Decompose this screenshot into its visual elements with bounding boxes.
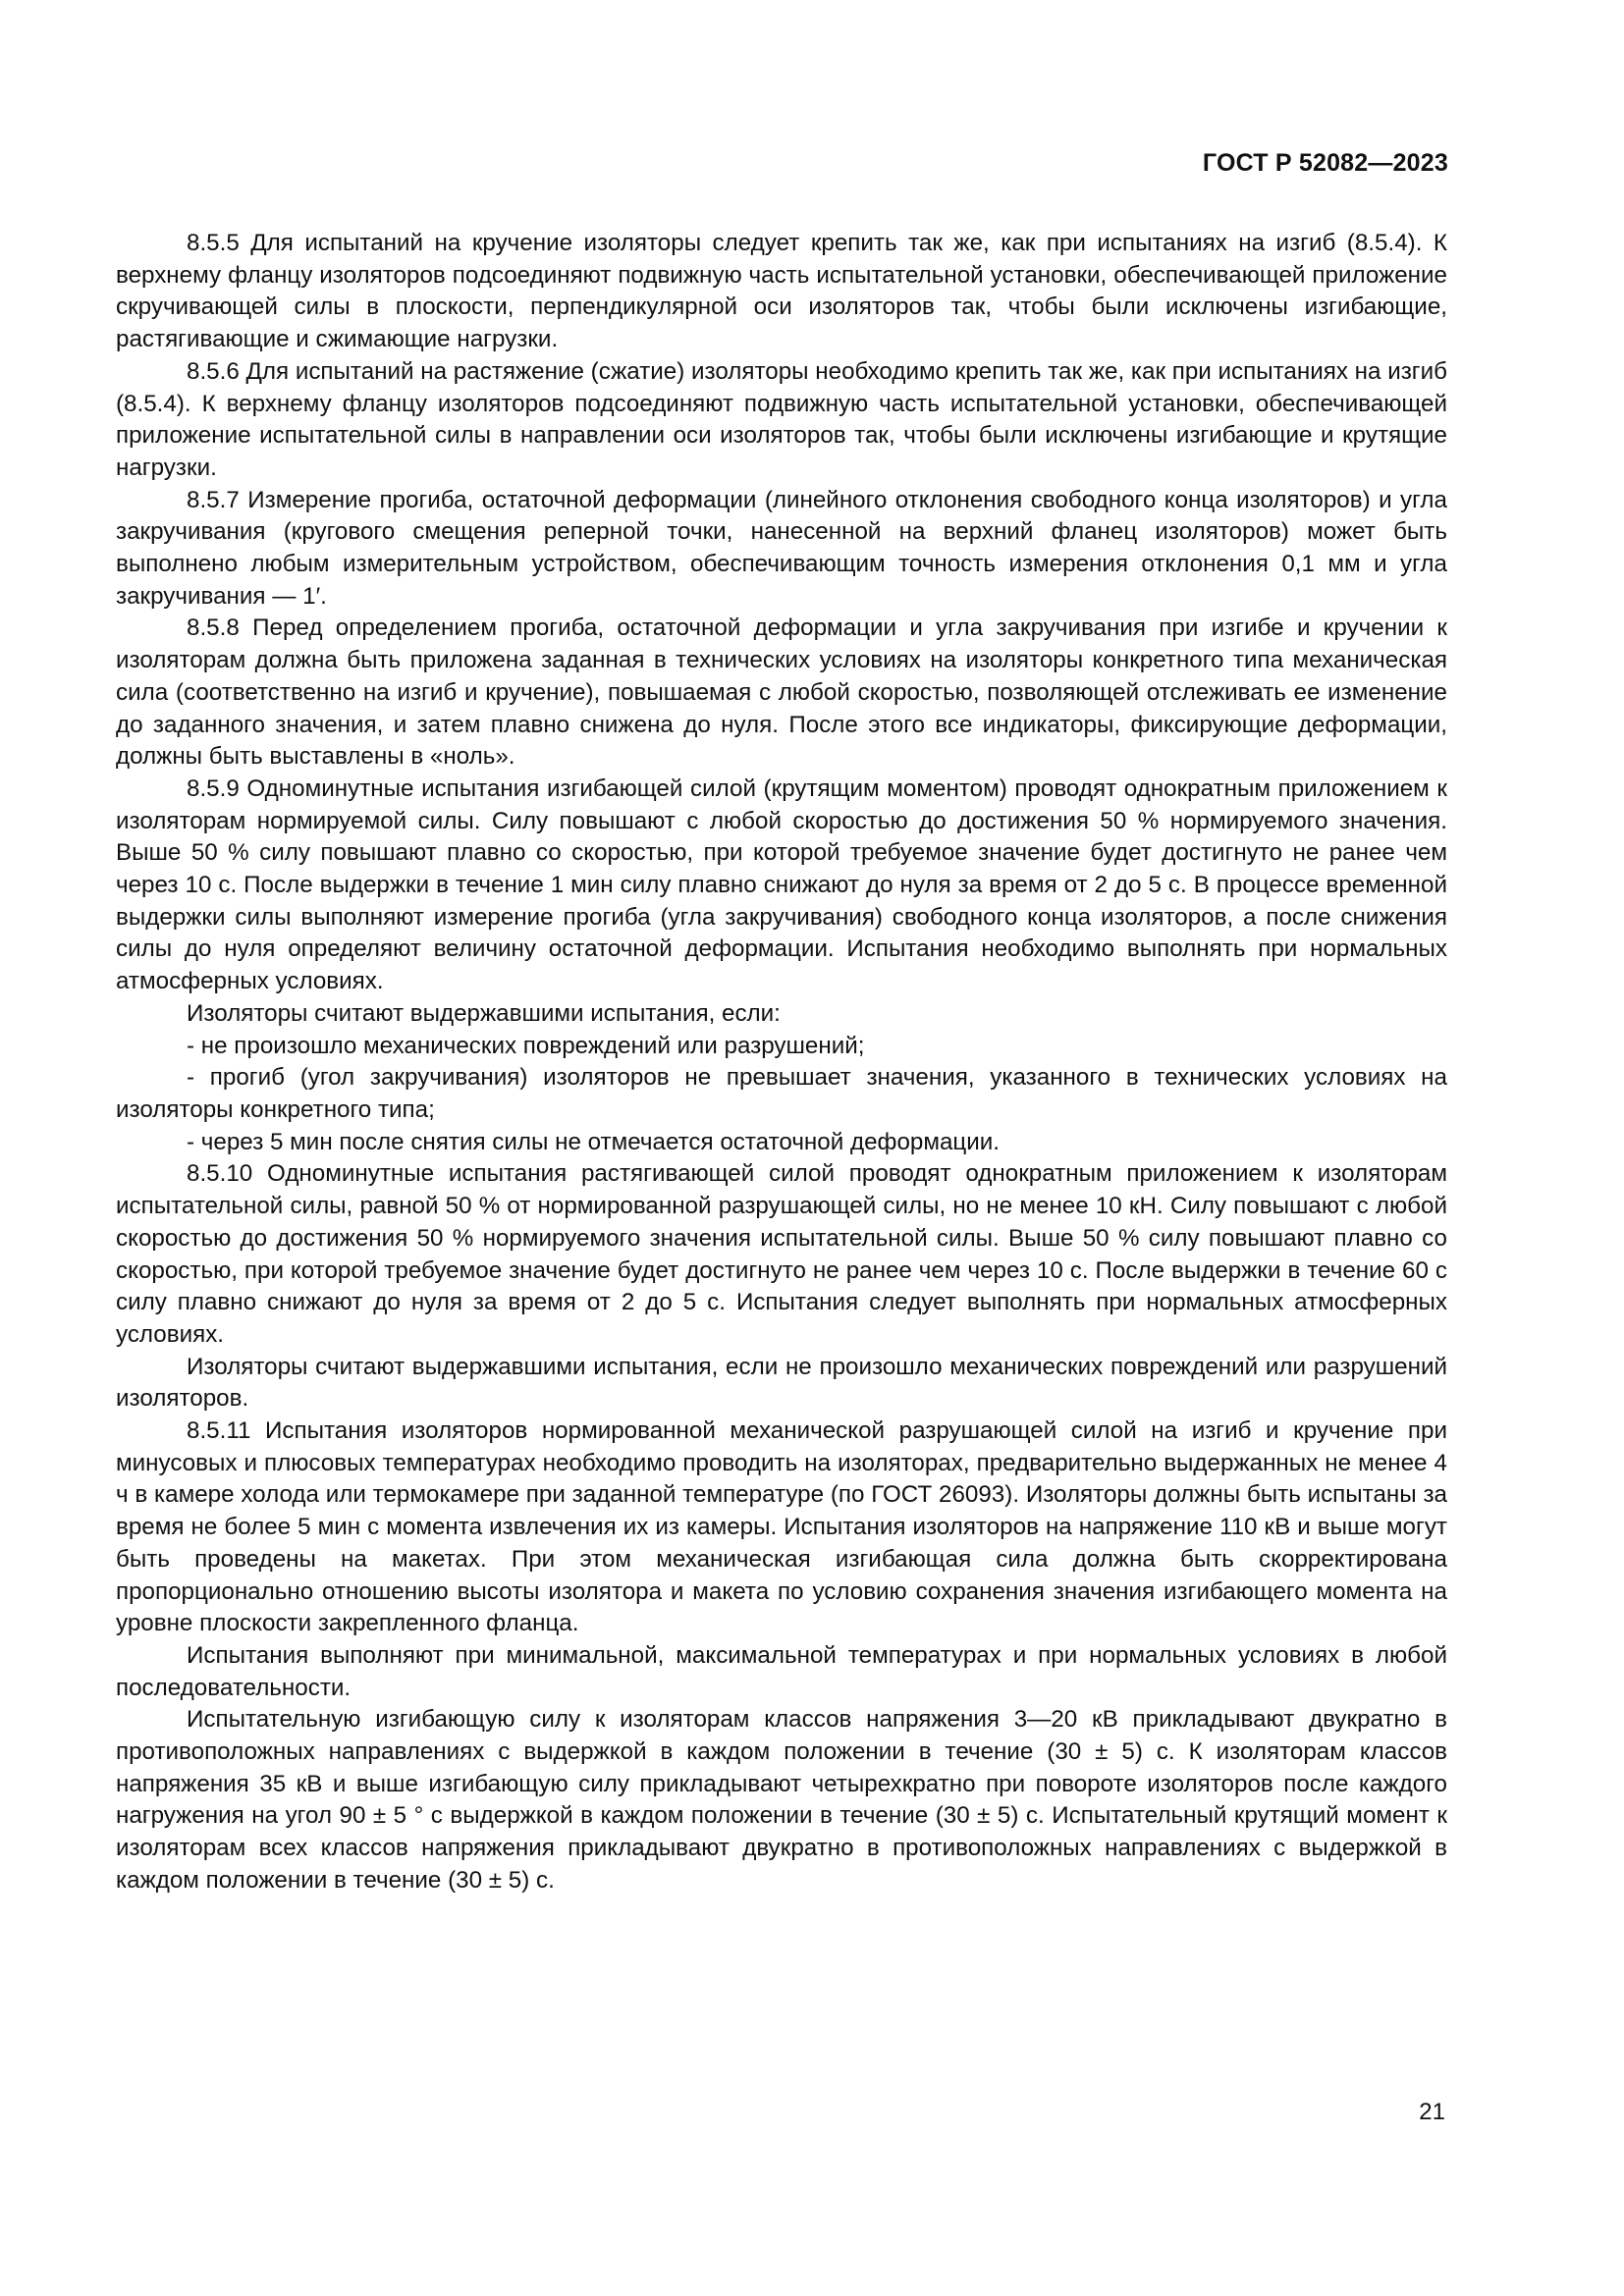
paragraph-criteria-tension: Изоляторы считают выдержавшими испытания, если не произошло механических повреждений или разрушений изоляторов. [116,1353,1447,1413]
paragraph-8-5-8: 8.5.8 Перед определением прогиба, остаточной деформации и угла закручивания при изгибе и кручении к изоляторам должна быть приложена заданная в технических условиях на изоляторы конкретного типа механическая сила (соответственно на изгиб и кручение), повышаемая с любой скоростью, позволяющей отслеживать ее изменение до заданного значения, и затем плавно снижена до нуля. После этого все индикаторы, фиксирующие деформации, должны быть выставлены в «ноль». [116,614,1447,771]
paragraph-8-5-7: 8.5.7 Измерение прогиба, остаточной деформации (линейного отклонения свободного конца изоляторов) и угла закручивания (кругового смещения реперной точки, нанесенной на верхний фланец изоляторов) может быть выполнено любым измерительным устройством, обеспечивающим точность измерения отклонения 0,1 мм и угла закручивания — 1′. [116,486,1447,610]
paragraph-8-5-11: 8.5.11 Испытания изоляторов нормированной механической разрушающей силой на изгиб и кручение при минусовых и плюсовых температурах необходимо проводить на изоляторах, предварительно выдержанных не менее 4 ч в камере холода или термокамере при заданной температуре (по ГОСТ 26093). Изоляторы должны быть испытаны за время не более 5 мин с момента извлечения их из камеры. Испытания изоляторов на напряжение 110 кВ и выше могут быть проведены на макетах. При этом механическая изгибающая сила должна быть скорректирована пропорционально отношению высоты изолятора и макета по условию сохранения значения изгибающего момента на уровне плоскости закрепленного фланца. [116,1417,1447,1637]
page-number: 21 [1419,2099,1445,2125]
paragraph-8-5-5: 8.5.5 Для испытаний на кручение изоляторы следует крепить так же, как при испытаниях на изгиб (8.5.4). К верхнему фланцу изоляторов подсоединяют подвижную часть испытательной установки, обеспечивающей приложение скручивающей силы в плоскости, перпендикулярной оси изоляторов так, чтобы были исключены изгибающие, растягивающие и сжимающие нагрузки. [116,230,1447,353]
standard-header: ГОСТ Р 52082—2023 [1202,149,1448,177]
paragraph-temperature-order: Испытания выполняют при минимальной, максимальной температурах и при нормальных условиях в любой последовательности. [116,1641,1447,1701]
list-item: - прогиб (угол закручивания) изоляторов не превышает значения, указанного в технических условиях на изоляторы конкретного типа; [116,1064,1447,1123]
paragraph-criteria-intro: Изоляторы считают выдержавшими испытания, если: [187,999,781,1027]
paragraph-8-5-10: 8.5.10 Одноминутные испытания растягивающей силой проводят однократным приложением к изоляторам испытательной силы, равной 50 % от нормированной разрушающей силы, но не менее 10 кН. Силу повышают с любой скоростью до достижения 50 % нормируемого значения испытательной силы. Выше 50 % силу повышают плавно со скоростью, при которой требуемое значение будет достигнуто не ранее чем через 10 с. После выдержки в течение 60 с силу плавно снижают до нуля за время от 2 до 5 с. Испытания следует выполнять при нормальных атмосферных условиях. [116,1160,1447,1348]
paragraph-bending-procedure: Испытательную изгибающую силу к изоляторам классов напряжения 3—20 кВ прикладывают двукратно в противоположных направлениях с выдержкой в каждом положении в течение (30 ± 5) с. К изоляторам классов напряжения 35 кВ и выше изгибающую силу прикладывают четырехкратно при повороте изоляторов после каждого нагружения на угол 90 ± 5 ° с выдержкой в каждом положении в течение (30 ± 5) с. Испытательный крутящий момент к изоляторам всех классов напряжения прикладывают двукратно в противоположных направлениях с выдержкой в каждом положении в течение (30 ± 5) с. [116,1706,1447,1894]
paragraph-8-5-6: 8.5.6 Для испытаний на растяжение (сжатие) изоляторы необходимо крепить так же, как при испытаниях на изгиб (8.5.4). К верхнему фланцу изоляторов подсоединяют подвижную часть испытательной установки, обеспечивающей приложение испытательной силы в направлении оси изоляторов так, чтобы были исключены изгибающие и крутящие нагрузки. [116,357,1447,481]
document-body [116,228,1447,1897]
list-item: - не произошло механических повреждений или разрушений; [187,1032,865,1059]
list-item: - через 5 мин после снятия силы не отмечается остаточной деформации. [187,1128,1001,1155]
paragraph-8-5-9: 8.5.9 Одноминутные испытания изгибающей силой (крутящим моментом) проводят однократным приложением к изоляторам нормируемой силы. Силу повышают с любой скоростью до достижения 50 % нормируемого значения. Выше 50 % силу повышают плавно со скоростью, при которой требуемое значение будет достигнуто не ранее чем через 10 с. После выдержки в течение 1 мин силу плавно снижают до нуля за время от 2 до 5 с. В процессе временной выдержки силы выполняют измерение прогиба (угла закручивания) свободного конца изоляторов, а после снижения силы до нуля определяют величину остаточной деформации. Испытания необходимо выполнять при нормальных атмосферных условиях. [116,774,1447,995]
